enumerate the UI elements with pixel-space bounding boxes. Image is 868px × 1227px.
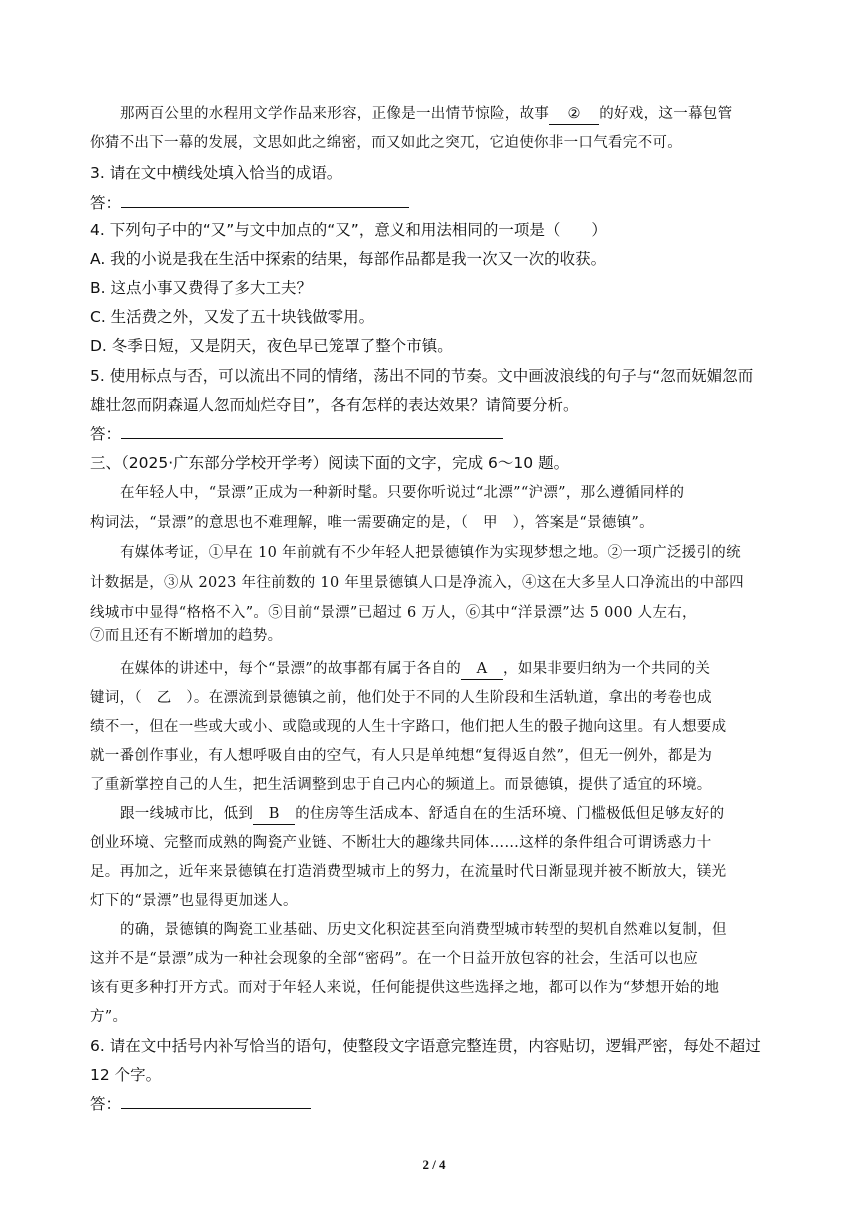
passage-top-line-2: 你猜不出下一幕的发展，文思如此之绵密，而又如此之突兀，它迫使你非一口气看完不可。: [90, 135, 682, 151]
question-5-line-2: 雄壮忽而阴森逼人忽而灿烂夺目”，各有怎样的表达效果？请简要分析。: [90, 396, 579, 414]
option-d: D. 冬季日短，又是阴天，夜色早已笼罩了整个市镇。: [90, 337, 453, 355]
passage-text: 的住房等生活成本、舒适自在的生活环境、门槛极低但足够友好的: [295, 806, 725, 822]
passage-line: 构词法，“景漂”的意思也不难理解，唯一需要确定的是，（ 甲 ），答案是“景德镇”。: [90, 515, 654, 531]
passage-text: 的好戏，这一幕包管: [599, 106, 733, 122]
answer-label: 答：: [90, 194, 122, 212]
fill-blank-a: A: [461, 659, 503, 680]
fill-blank-b: B: [253, 804, 295, 825]
passage-line: 方”。: [90, 1009, 128, 1025]
question-4: 4. 下列句子中的“又”与文中加点的“又”，意义和用法相同的一项是（ ）: [90, 221, 607, 239]
answer-label: 答：: [90, 425, 122, 443]
answer-blank[interactable]: [121, 424, 503, 439]
passage-line: [120, 659, 710, 680]
answer-line-6: [90, 1094, 311, 1114]
answer-blank[interactable]: [121, 193, 409, 208]
option-b: B. 这点小事又费得了多大工夫？: [90, 279, 312, 297]
passage-line: 键词，（ 乙 ）。在漂流到景德镇之前，他们处于不同的人生阶段和生活轨道，拿出的考卷也成: [90, 690, 712, 706]
passage-line: 这并不是“景漂”成为一种社会现象的全部“密码”。在一个日益开放包容的社会，生活可以也应: [90, 951, 699, 967]
passage-line: ⑦而且还有不断增加的趋势。: [90, 628, 283, 644]
passage-line: 的确，景德镇的陶瓷工业基础、历史文化积淀甚至向消费型城市转型的契机自然难以复制，但: [120, 922, 727, 938]
passage-line: [120, 804, 724, 825]
passage-line: 灯下的“景漂”也显得更加迷人。: [90, 893, 298, 909]
passage-text: 那两百公里的水程用文学作品来形容，正像是一出情节惊险，故事: [120, 106, 550, 122]
question-5-line-1: 5. 使用标点与否，可以流出不同的情绪，荡出不同的节奏。文中画波浪线的句子与“忽而妩媚忽而: [90, 367, 754, 385]
section-heading: 三、（2025·广东部分学校开学考）阅读下面的文字，完成 6～10 题。: [90, 454, 570, 472]
passage-line: 就一番创作事业，有人想呼吸自由的空气，有人只是单纯想“复得返自然”，但无一例外，都是为: [90, 748, 713, 764]
answer-blank[interactable]: [121, 1094, 311, 1109]
passage-line: 该有更多种打开方式。而对于年轻人来说，任何能提供这些选择之地，都可以作为“梦想开始的地: [90, 980, 720, 996]
question-6-line-1: 6. 请在文中括号内补写恰当的语句，使整段文字语意完整连贯，内容贴切，逻辑严密，每处不超过: [90, 1037, 761, 1055]
passage-text: ，如果非要归纳为一个共同的关: [503, 661, 711, 677]
answer-label: 答：: [90, 1095, 122, 1113]
page-number: 2 / 4: [422, 1157, 446, 1172]
option-a: A. 我的小说是我在生活中探索的结果，每部作品都是我一次又一次的收获。: [90, 250, 607, 268]
question-6-line-2: 12 个字。: [90, 1066, 162, 1084]
fill-blank-2: ②: [549, 104, 599, 125]
passage-line: 计数据是，③从 2023 年往前数的 10 年里景德镇人口是净流入，④这在大多呈人口净流出的中部四: [90, 575, 744, 591]
answer-line-3: [90, 193, 409, 213]
option-c: C. 生活费之外，又发了五十块钱做零用。: [90, 308, 375, 326]
passage-top-line-1: [120, 104, 732, 125]
question-3: 3. 请在文中横线处填入恰当的成语。: [90, 164, 343, 182]
passage-text: 在媒体的讲述中，每个“景漂”的故事都有属于各自的: [120, 661, 462, 677]
answer-line-5: [90, 424, 503, 444]
passage-line: 了重新掌控自己的人生，把生活调整到忠于自己内心的频道上。而景德镇，提供了适宜的环境。: [90, 777, 712, 793]
passage-line: 足。再加之，近年来景德镇在打造消费型城市上的努力，在流量时代日渐显现并被不断放大，镁光: [90, 864, 727, 880]
passage-line: 绩不一，但在一些或大或小、或隐或现的人生十字路口，他们把人生的骰子抛向这里。有人想要成: [90, 719, 727, 735]
passage-line: 创业环境、完整而成熟的陶瓷产业链、不断壮大的趣缘共同体……这样的条件组合可谓诱惑力十: [90, 835, 712, 851]
passage-line: 有媒体考证，①早在 10 年前就有不少年轻人把景德镇作为实现梦想之地。②一项广泛援引的统: [120, 545, 741, 561]
passage-line: 线城市中显得“格格不入”。⑤目前“景漂”已超过 6 万人，⑥其中“洋景漂”达 5 000 人左右，: [90, 605, 697, 621]
passage-text: 跟一线城市比，低到: [120, 806, 254, 822]
passage-line: 在年轻人中，“景漂”正成为一种新时髦。只要你听说过“北漂”“沪漂”，那么遵循同样的: [120, 485, 685, 501]
